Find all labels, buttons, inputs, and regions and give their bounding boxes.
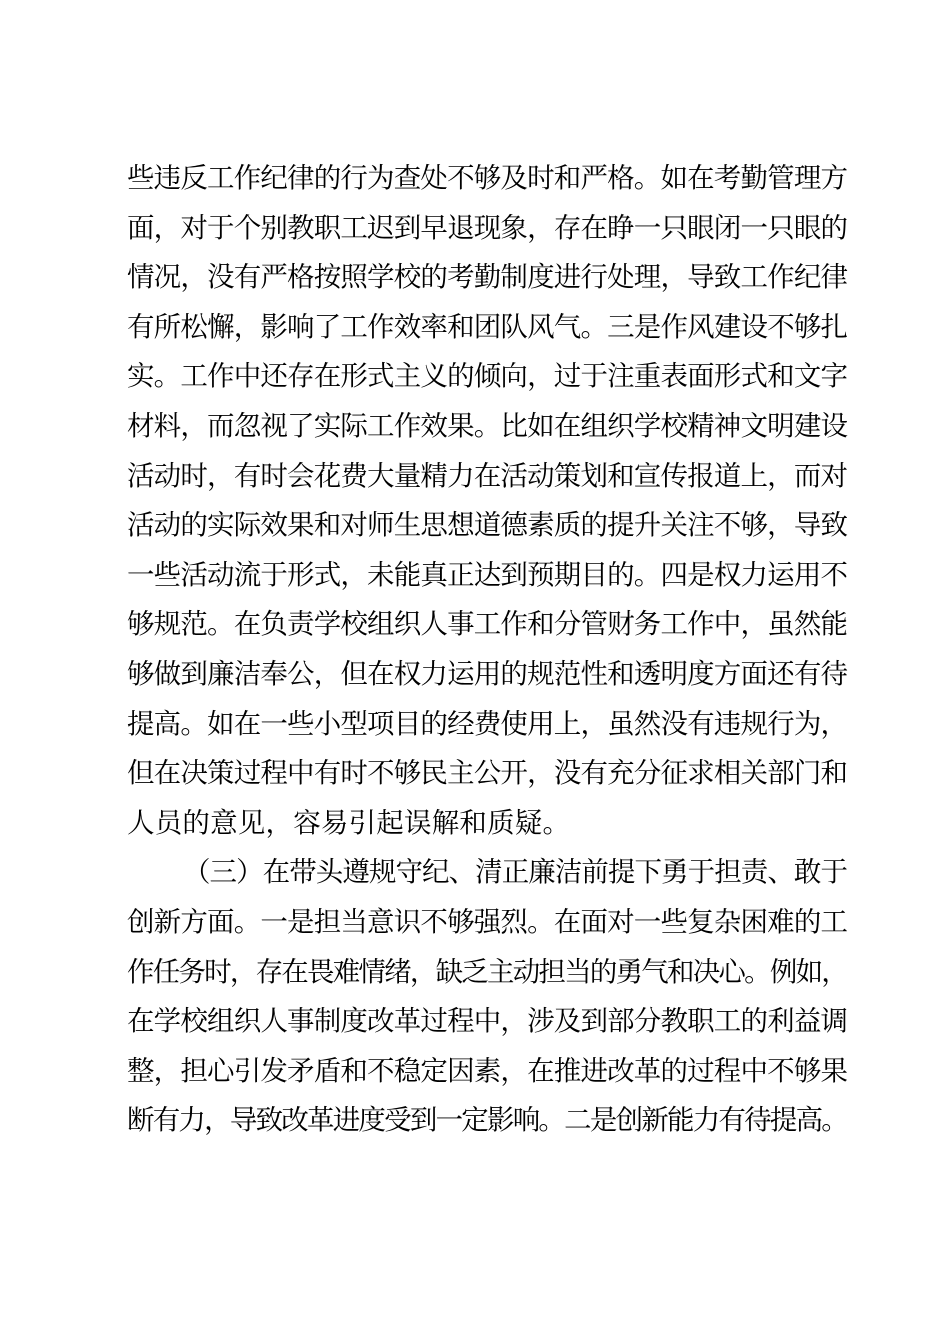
paragraph-1 xyxy=(127,154,847,848)
paragraph-2 xyxy=(127,848,847,1146)
text-line: 但在决策过程中有时不够民主公开，没有充分征求相关部门和 xyxy=(127,757,847,790)
text-line: 情况，没有严格按照学校的考勤制度进行处理，导致工作纪律 xyxy=(127,261,847,294)
text-line: 创新方面。一是担当意识不够强烈。在面对一些复杂困难的工 xyxy=(127,905,847,938)
text-line: 活动时，有时会花费大量精力在活动策划和宣传报道上，而对 xyxy=(127,459,847,492)
text-line: 提高。如在一些小型项目的经费使用上，虽然没有违规行为， xyxy=(127,707,847,740)
text-line: 材料，而忽视了实际工作效果。比如在组织学校精神文明建设 xyxy=(127,409,847,442)
text-line: 够规范。在负责学校组织人事工作和分管财务工作中，虽然能 xyxy=(127,608,847,641)
text-line: 断有力，导致改革进度受到一定影响。二是创新能力有待提高。 xyxy=(127,1104,847,1137)
text-line: 一些活动流于形式，未能真正达到预期目的。四是权力运用不 xyxy=(127,558,847,591)
text-line: 活动的实际效果和对师生思想道德素质的提升关注不够，导致 xyxy=(127,509,847,542)
text-line: 实。工作中还存在形式主义的倾向，过于注重表面形式和文字 xyxy=(127,360,847,393)
text-line: 作任务时，存在畏难情绪，缺乏主动担当的勇气和决心。例如， xyxy=(127,955,847,988)
text-line: 面，对于个别教职工迟到早退现象，存在睁一只眼闭一只眼的 xyxy=(127,211,847,244)
text-line: 在学校组织人事制度改革过程中，涉及到部分教职工的利益调 xyxy=(127,1005,847,1038)
text-line: 些违反工作纪律的行为查处不够及时和严格。如在考勤管理方 xyxy=(127,162,847,194)
document-body xyxy=(127,154,847,1146)
text-line: 有所松懈，影响了工作效率和团队风气。三是作风建设不够扎 xyxy=(127,310,847,343)
text-line: （三）在带头遵规守纪、清正廉洁前提下勇于担责、敢于 xyxy=(183,856,847,889)
text-line: 整，担心引发矛盾和不稳定因素，在推进改革的过程中不够果 xyxy=(127,1054,847,1087)
text-line: 够做到廉洁奉公，但在权力运用的规范性和透明度方面还有待 xyxy=(127,657,847,690)
text-line: 人员的意见，容易引起误解和质疑。 xyxy=(127,806,571,839)
